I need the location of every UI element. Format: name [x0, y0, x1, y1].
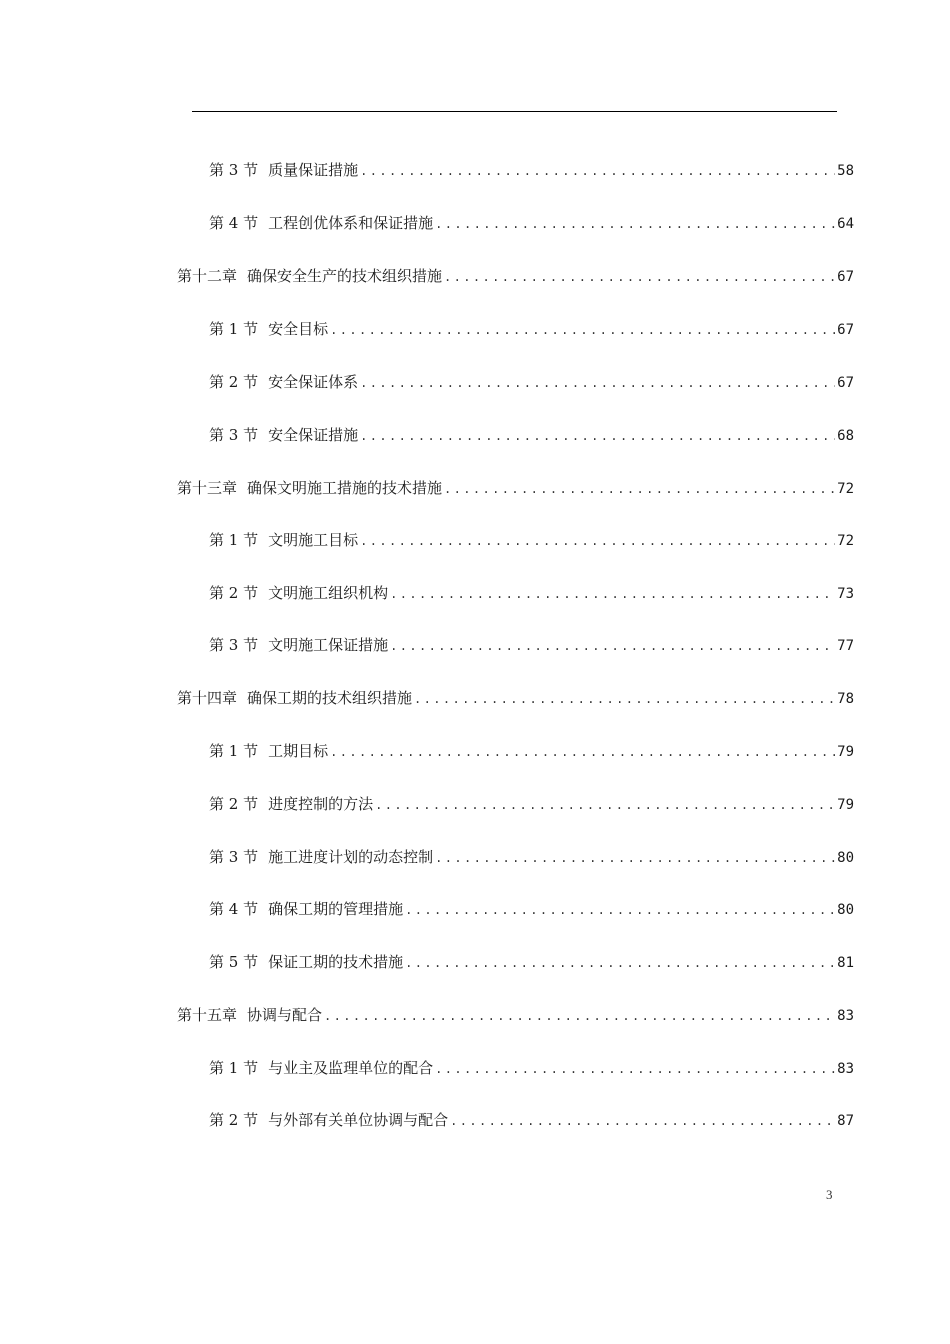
toc-entry-title: 文明施工组织机构: [268, 584, 389, 602]
toc-entry[interactable]: [209, 897, 854, 921]
toc-entry-number: 第 4 节: [209, 214, 259, 232]
toc-dot-leader: [360, 159, 835, 183]
toc-entry[interactable]: [209, 211, 854, 235]
toc-entry[interactable]: [209, 792, 854, 816]
toc-dot-leader: [405, 951, 835, 975]
toc-entry-title: 工程创优体系和保证措施: [268, 214, 434, 232]
toc-entry-number: 第十四章: [177, 689, 238, 707]
toc-entry-page: 83: [837, 1008, 854, 1024]
toc-entry-page: 68: [837, 428, 854, 444]
toc-entry-number: 第 1 节: [209, 531, 259, 549]
toc-entry-page: 58: [837, 163, 854, 179]
toc-dot-leader: [360, 529, 835, 553]
toc-entry[interactable]: [209, 423, 854, 447]
toc-dot-leader: [435, 212, 835, 236]
toc-entry-title: 质量保证措施: [268, 161, 359, 179]
toc-entry[interactable]: [209, 633, 854, 657]
toc-dot-leader: [360, 424, 835, 448]
toc-entry-page: 73: [837, 586, 854, 602]
toc-entry[interactable]: [209, 739, 854, 763]
page-number: 3: [826, 1187, 833, 1202]
toc-dot-leader: [435, 1057, 835, 1081]
toc-dot-leader: [435, 846, 835, 870]
toc-entry-title: 协调与配合: [247, 1006, 323, 1024]
toc-entry-title: 保证工期的技术措施: [268, 953, 404, 971]
toc-entry-title: 安全保证体系: [268, 373, 359, 391]
toc-entry[interactable]: [177, 264, 854, 288]
toc-entry-number: 第 1 节: [209, 742, 259, 760]
toc-entry-title: 与外部有关单位协调与配合: [268, 1111, 449, 1129]
toc-entry-number: 第 3 节: [209, 161, 259, 179]
toc-entry-page: 67: [837, 375, 854, 391]
toc-dot-leader: [414, 687, 835, 711]
toc-entry-number: 第 2 节: [209, 795, 259, 813]
toc-entry-title: 确保工期的技术组织措施: [247, 689, 413, 707]
toc-entry-title: 进度控制的方法: [268, 795, 374, 813]
toc-entry[interactable]: [209, 950, 854, 974]
toc-dot-leader: [444, 265, 835, 289]
toc-entry-title: 安全保证措施: [268, 426, 359, 444]
toc-entry-page: 64: [837, 216, 854, 232]
toc-dot-leader: [450, 1109, 835, 1133]
toc-entry-page: 67: [837, 269, 854, 285]
toc-entry[interactable]: [209, 581, 854, 605]
toc-entry[interactable]: [177, 1003, 854, 1027]
toc-entry-page: 72: [837, 533, 854, 549]
toc-entry-number: 第 1 节: [209, 1059, 259, 1077]
toc-dot-leader: [405, 898, 835, 922]
toc-entry-number: 第 3 节: [209, 426, 259, 444]
toc-entry-page: 77: [837, 638, 854, 654]
toc-entry-number: 第 3 节: [209, 848, 259, 866]
toc-entry-number: 第 2 节: [209, 1111, 259, 1129]
toc-entry-title: 确保文明施工措施的技术措施: [247, 479, 443, 497]
toc-entry[interactable]: [209, 1108, 854, 1132]
toc-entry-number: 第 1 节: [209, 320, 259, 338]
toc-entry-title: 施工进度计划的动态控制: [268, 848, 434, 866]
toc-entry-number: 第 4 节: [209, 900, 259, 918]
toc-entry[interactable]: [209, 370, 854, 394]
toc-dot-leader: [375, 793, 835, 817]
toc-dot-leader: [390, 634, 835, 658]
toc-entry-page: 79: [837, 797, 854, 813]
toc-entry-number: 第 2 节: [209, 584, 259, 602]
toc-entry-number: 第十三章: [177, 479, 238, 497]
toc-entry-page: 83: [837, 1061, 854, 1077]
toc-entry-title: 确保工期的管理措施: [268, 900, 404, 918]
toc-entry[interactable]: [209, 845, 854, 869]
toc-entry-page: 81: [837, 955, 854, 971]
toc-entry-title: 工期目标: [268, 742, 329, 760]
toc-entry-number: 第十五章: [177, 1006, 238, 1024]
toc-entry-title: 与业主及监理单位的配合: [268, 1059, 434, 1077]
toc-entry[interactable]: [177, 686, 854, 710]
toc-entry-number: 第 2 节: [209, 373, 259, 391]
toc-entry-page: 78: [837, 691, 854, 707]
toc-dot-leader: [390, 582, 835, 606]
toc-entry-page: 79: [837, 744, 854, 760]
toc-dot-leader: [444, 477, 835, 501]
toc-entry-title: 确保安全生产的技术组织措施: [247, 267, 443, 285]
toc-entry-number: 第 3 节: [209, 636, 259, 654]
toc-dot-leader: [324, 1004, 835, 1028]
toc-entry-title: 文明施工保证措施: [268, 636, 389, 654]
toc-entry[interactable]: [209, 158, 854, 182]
toc-entry[interactable]: [209, 528, 854, 552]
toc-entry-page: 87: [837, 1113, 854, 1129]
toc-entry-page: 72: [837, 481, 854, 497]
toc-entry[interactable]: [209, 317, 854, 341]
toc-entry[interactable]: [177, 476, 854, 500]
toc-entry-title: 安全目标: [268, 320, 329, 338]
toc-dot-leader: [330, 740, 835, 764]
toc-entry-number: 第十二章: [177, 267, 238, 285]
toc-entry-page: 67: [837, 322, 854, 338]
toc-entry-page: 80: [837, 902, 854, 918]
toc-entry[interactable]: [209, 1056, 854, 1080]
toc-dot-leader: [330, 318, 835, 342]
toc-entry-page: 80: [837, 850, 854, 866]
toc-entry-number: 第 5 节: [209, 953, 259, 971]
toc-entry-title: 文明施工目标: [268, 531, 359, 549]
toc-dot-leader: [360, 371, 835, 395]
